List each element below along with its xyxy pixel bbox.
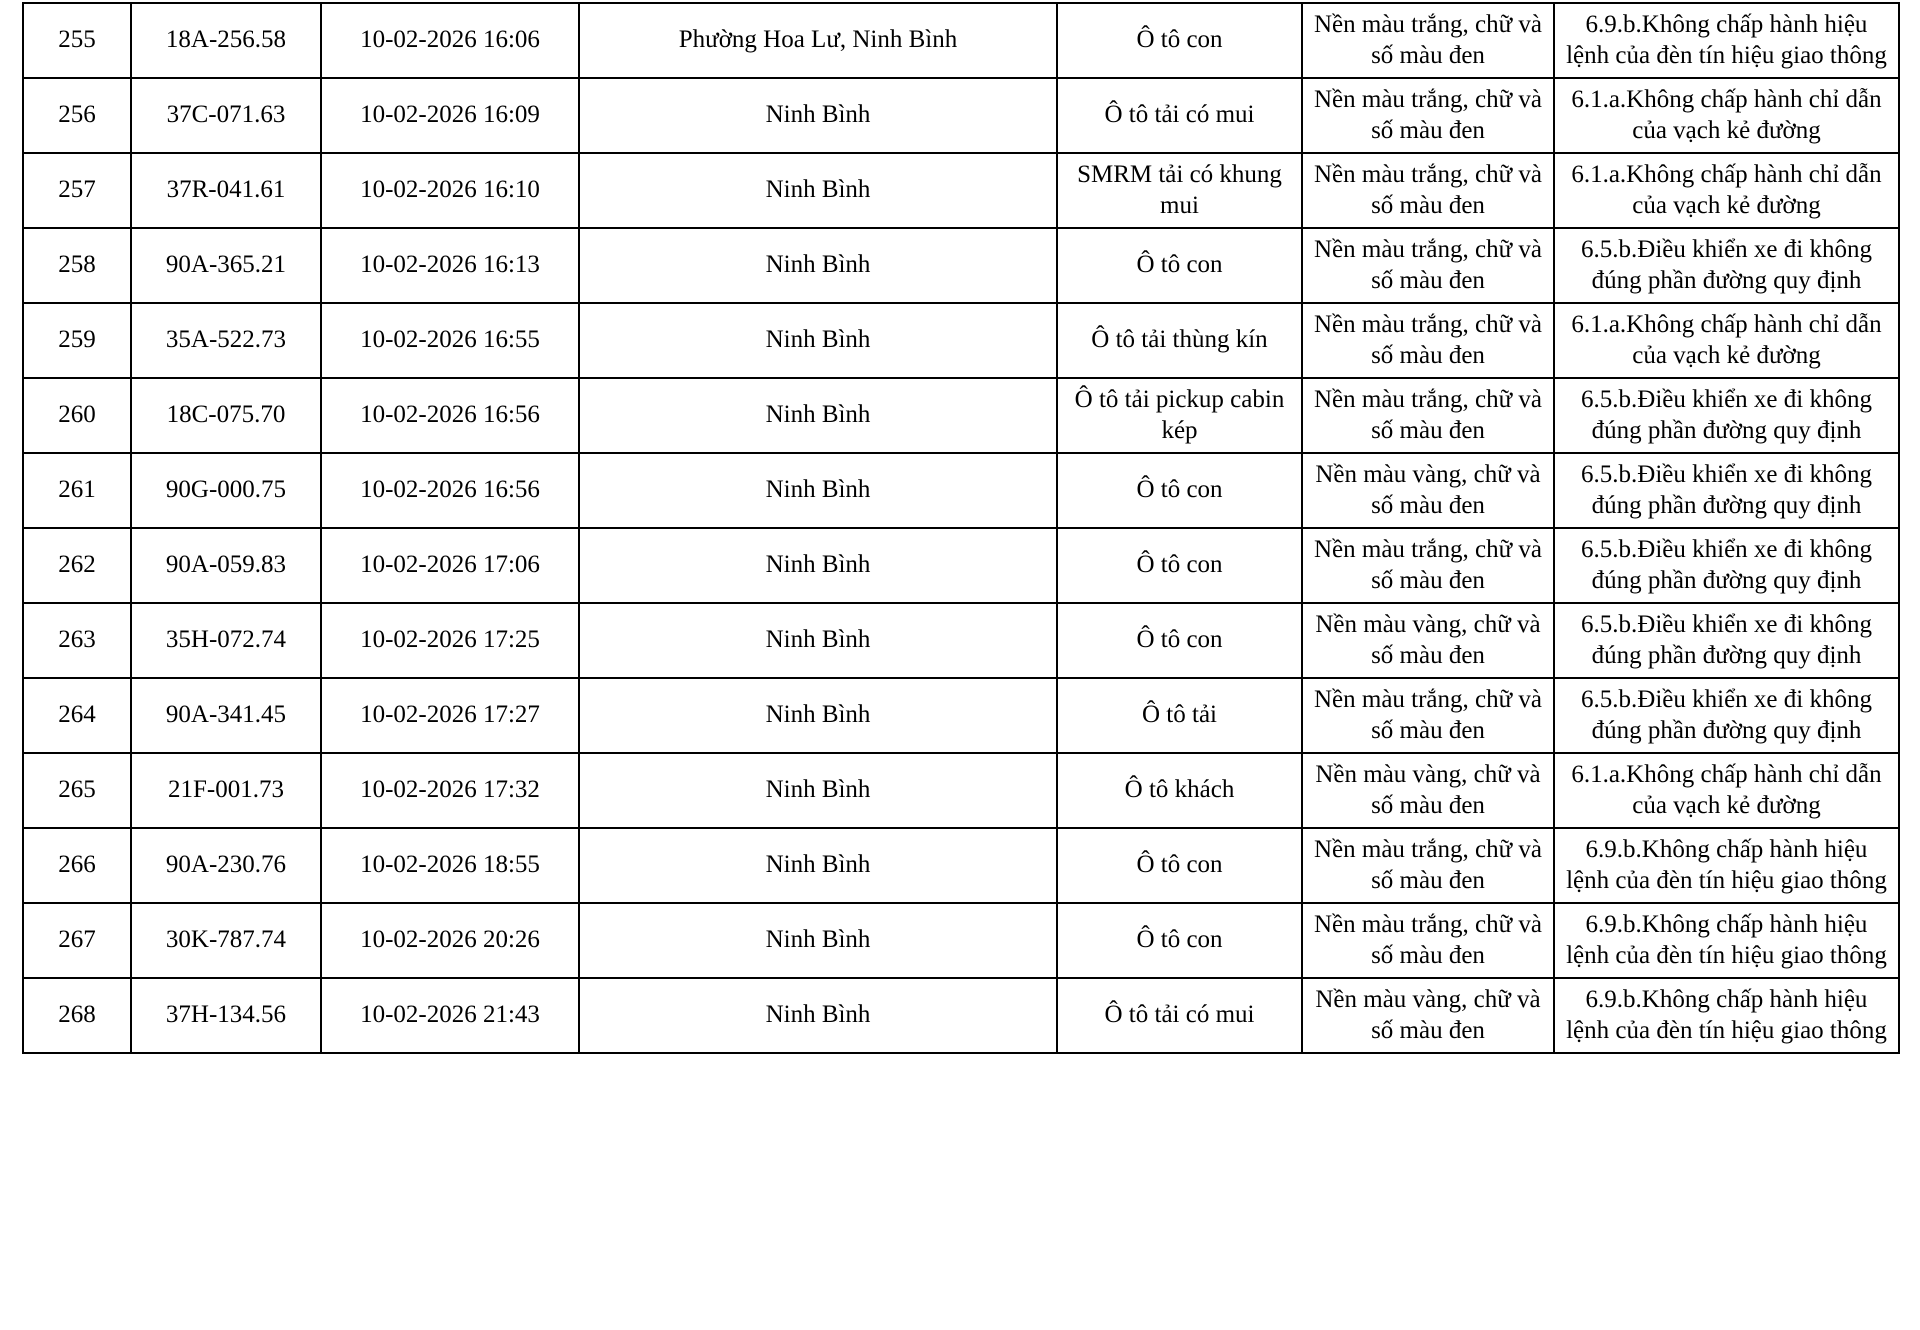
cell-plate: 30K-787.74 [131,903,321,978]
cell-plate-color: Nền màu trắng, chữ và số màu đen [1302,303,1554,378]
table-row [23,78,1899,153]
cell-time: 10-02-2026 16:09 [321,78,579,153]
document-page [0,2,1920,1330]
cell-type: Ô tô con [1057,528,1302,603]
cell-plate: 90A-230.76 [131,828,321,903]
cell-time: 10-02-2026 16:06 [321,3,579,78]
cell-stt: 266 [23,828,131,903]
cell-plate-color: Nền màu trắng, chữ và số màu đen [1302,228,1554,303]
cell-time: 10-02-2026 16:56 [321,378,579,453]
cell-place: Ninh Bình [579,753,1057,828]
cell-plate: 37H-134.56 [131,978,321,1053]
cell-plate-color: Nền màu trắng, chữ và số màu đen [1302,78,1554,153]
cell-stt: 256 [23,78,131,153]
table-row [23,978,1899,1053]
table-row [23,153,1899,228]
table-row [23,453,1899,528]
cell-type: Ô tô tải pickup cabin kép [1057,378,1302,453]
table-row [23,828,1899,903]
cell-plate: 18C-075.70 [131,378,321,453]
cell-time: 10-02-2026 16:55 [321,303,579,378]
cell-type: Ô tô khách [1057,753,1302,828]
cell-violation: 6.9.b.Không chấp hành hiệu lệnh của đèn tín hiệu giao thông [1554,3,1899,78]
cell-type: Ô tô tải thùng kín [1057,303,1302,378]
cell-plate-color: Nền màu vàng, chữ và số màu đen [1302,978,1554,1053]
cell-time: 10-02-2026 16:56 [321,453,579,528]
cell-place: Ninh Bình [579,153,1057,228]
violations-table [22,2,1900,1054]
cell-stt: 263 [23,603,131,678]
cell-place: Ninh Bình [579,528,1057,603]
cell-plate: 37C-071.63 [131,78,321,153]
cell-violation: 6.5.b.Điều khiển xe đi không đúng phần đường quy định [1554,603,1899,678]
cell-plate-color: Nền màu trắng, chữ và số màu đen [1302,528,1554,603]
cell-stt: 257 [23,153,131,228]
cell-time: 10-02-2026 17:32 [321,753,579,828]
cell-plate-color: Nền màu trắng, chữ và số màu đen [1302,678,1554,753]
cell-type: Ô tô con [1057,453,1302,528]
cell-time: 10-02-2026 17:06 [321,528,579,603]
cell-type: Ô tô con [1057,828,1302,903]
cell-time: 10-02-2026 16:10 [321,153,579,228]
cell-violation: 6.5.b.Điều khiển xe đi không đúng phần đường quy định [1554,678,1899,753]
table-row [23,753,1899,828]
table-row [23,228,1899,303]
cell-plate-color: Nền màu trắng, chữ và số màu đen [1302,828,1554,903]
cell-stt: 259 [23,303,131,378]
cell-plate: 90A-365.21 [131,228,321,303]
cell-plate: 21F-001.73 [131,753,321,828]
cell-type: Ô tô con [1057,228,1302,303]
cell-violation: 6.1.a.Không chấp hành chỉ dẫn của vạch kẻ đường [1554,303,1899,378]
cell-type: Ô tô con [1057,903,1302,978]
cell-plate: 90G-000.75 [131,453,321,528]
cell-time: 10-02-2026 21:43 [321,978,579,1053]
table-row [23,678,1899,753]
cell-type: Ô tô con [1057,3,1302,78]
cell-place: Ninh Bình [579,453,1057,528]
cell-time: 10-02-2026 16:13 [321,228,579,303]
cell-plate-color: Nền màu vàng, chữ và số màu đen [1302,603,1554,678]
cell-plate: 18A-256.58 [131,3,321,78]
cell-plate-color: Nền màu trắng, chữ và số màu đen [1302,378,1554,453]
cell-place: Ninh Bình [579,678,1057,753]
cell-plate-color: Nền màu trắng, chữ và số màu đen [1302,903,1554,978]
cell-plate: 35A-522.73 [131,303,321,378]
table-row [23,903,1899,978]
cell-plate: 90A-341.45 [131,678,321,753]
table-row [23,378,1899,453]
cell-violation: 6.5.b.Điều khiển xe đi không đúng phần đường quy định [1554,228,1899,303]
cell-place: Ninh Bình [579,828,1057,903]
table-row [23,3,1899,78]
cell-violation: 6.1.a.Không chấp hành chỉ dẫn của vạch kẻ đường [1554,153,1899,228]
cell-stt: 267 [23,903,131,978]
cell-plate: 37R-041.61 [131,153,321,228]
cell-violation: 6.5.b.Điều khiển xe đi không đúng phần đường quy định [1554,528,1899,603]
cell-violation: 6.9.b.Không chấp hành hiệu lệnh của đèn tín hiệu giao thông [1554,903,1899,978]
cell-violation: 6.9.b.Không chấp hành hiệu lệnh của đèn tín hiệu giao thông [1554,978,1899,1053]
cell-type: Ô tô con [1057,603,1302,678]
cell-violation: 6.1.a.Không chấp hành chỉ dẫn của vạch kẻ đường [1554,753,1899,828]
cell-stt: 265 [23,753,131,828]
cell-time: 10-02-2026 17:27 [321,678,579,753]
cell-time: 10-02-2026 17:25 [321,603,579,678]
cell-plate: 35H-072.74 [131,603,321,678]
cell-stt: 260 [23,378,131,453]
cell-plate-color: Nền màu trắng, chữ và số màu đen [1302,3,1554,78]
cell-violation: 6.1.a.Không chấp hành chỉ dẫn của vạch kẻ đường [1554,78,1899,153]
cell-violation: 6.5.b.Điều khiển xe đi không đúng phần đường quy định [1554,378,1899,453]
cell-place: Ninh Bình [579,228,1057,303]
cell-type: Ô tô tải có mui [1057,978,1302,1053]
cell-plate-color: Nền màu vàng, chữ và số màu đen [1302,753,1554,828]
cell-place: Ninh Bình [579,78,1057,153]
cell-time: 10-02-2026 18:55 [321,828,579,903]
violations-table-body [23,3,1899,1053]
cell-place: Ninh Bình [579,603,1057,678]
cell-plate: 90A-059.83 [131,528,321,603]
cell-place: Ninh Bình [579,978,1057,1053]
cell-type: Ô tô tải [1057,678,1302,753]
cell-stt: 261 [23,453,131,528]
cell-stt: 262 [23,528,131,603]
cell-place: Ninh Bình [579,378,1057,453]
cell-stt: 268 [23,978,131,1053]
cell-place: Ninh Bình [579,303,1057,378]
cell-stt: 264 [23,678,131,753]
table-row [23,303,1899,378]
cell-violation: 6.9.b.Không chấp hành hiệu lệnh của đèn tín hiệu giao thông [1554,828,1899,903]
cell-place: Phường Hoa Lư, Ninh Bình [579,3,1057,78]
cell-violation: 6.5.b.Điều khiển xe đi không đúng phần đường quy định [1554,453,1899,528]
cell-stt: 258 [23,228,131,303]
cell-place: Ninh Bình [579,903,1057,978]
cell-type: Ô tô tải có mui [1057,78,1302,153]
cell-type: SMRM tải có khung mui [1057,153,1302,228]
cell-time: 10-02-2026 20:26 [321,903,579,978]
table-row [23,528,1899,603]
table-row [23,603,1899,678]
cell-plate-color: Nền màu trắng, chữ và số màu đen [1302,153,1554,228]
cell-plate-color: Nền màu vàng, chữ và số màu đen [1302,453,1554,528]
cell-stt: 255 [23,3,131,78]
